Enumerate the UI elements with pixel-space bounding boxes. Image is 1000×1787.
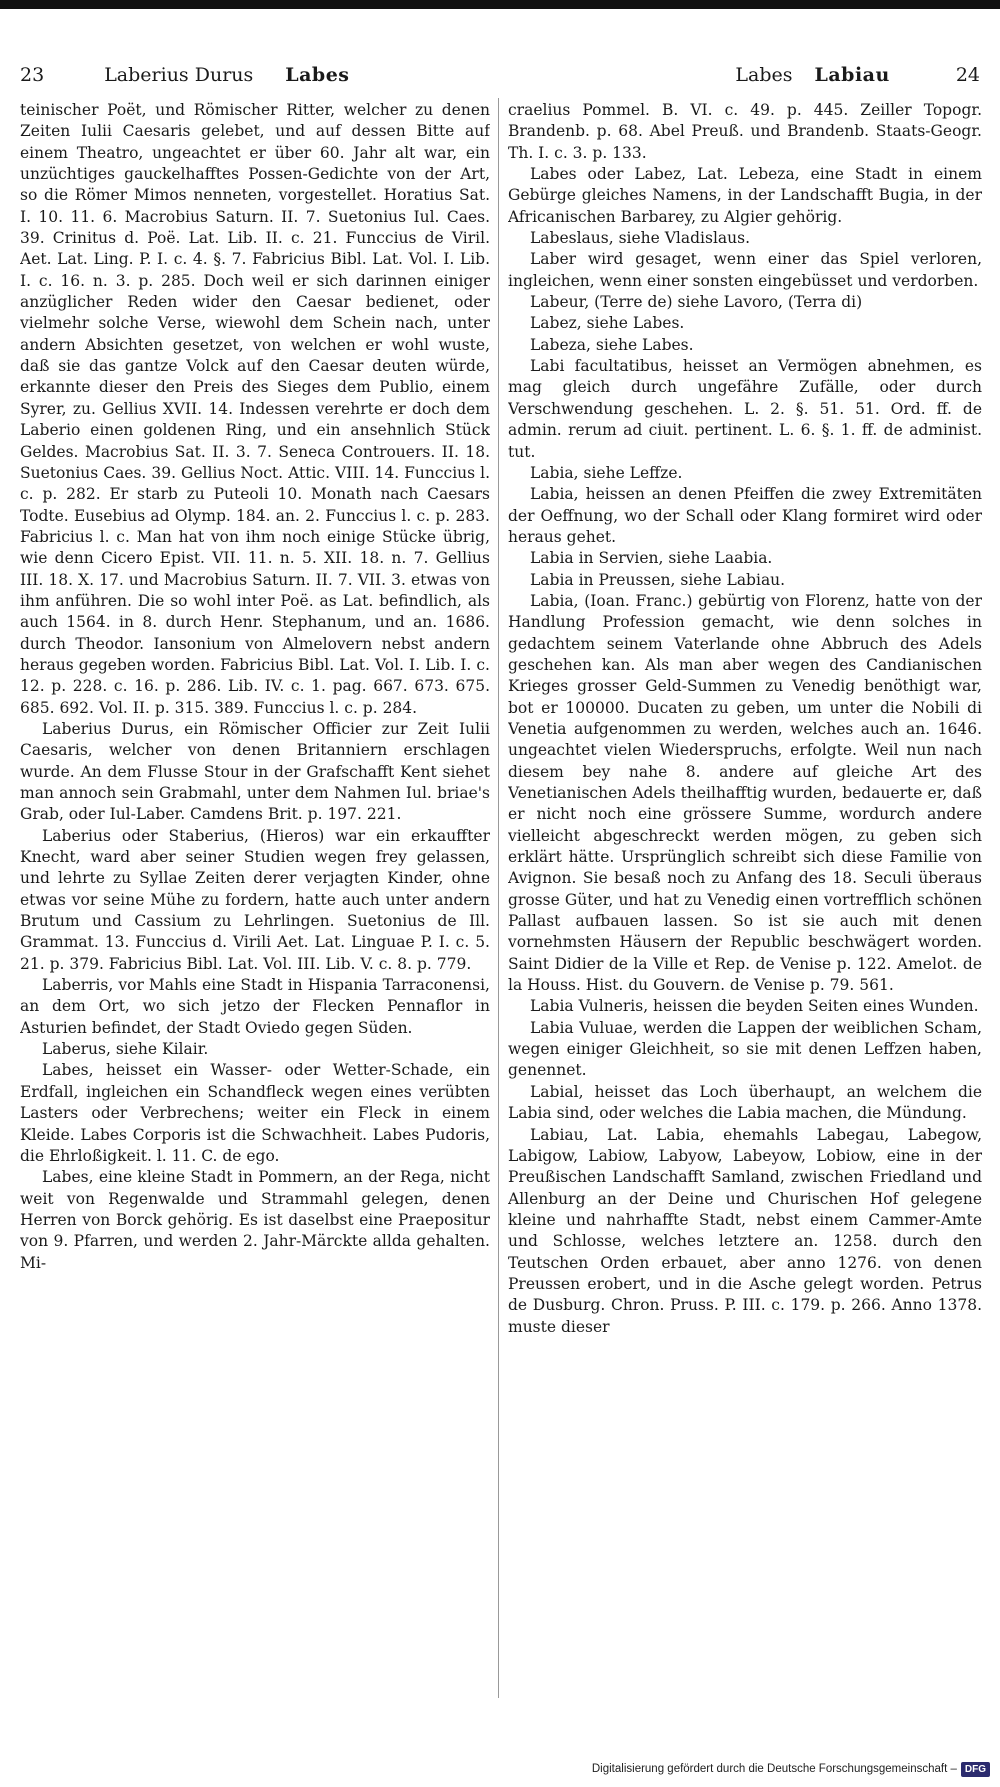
entry-labia-ioan-franc: Labia, (Ioan. Franc.) gebürtig von Florenz, hatte von der Handlung Profession gemacht, wie denn solches in gedachtem seinem Vaterlande ohne Abbruch des Adels geschehen kan. Als man aber wegen des Candianischen Krieges grosser Geld-Summen zu Venedig benöthigt war, bot er 100000. Ducaten zu geben, um unter die Nobili di Venetia aufgenommen zu werden, welches auch an. 1646. ungeachtet vielen Wiederspruchs, erfolgte. Weil nun nach diesem bey nahe 8. andere auf gleiche Art des Venetianischen Adels theilhafftig wurden, bedauerte er, daß er nicht noch eine grössere Summe, wordurch andere vielleicht abgeschreckt werden mögen, zu geben sich erklärt hätte. Ursprünglich schreibt sich diese Familie von Avignon. Sie besaß noch zu Anfang des 18. Seculi überaus grosse Güter, und hat zu Venedig einen vortrefflich schönen Pallast aufbauen lassen. So ist sie auch mit denen vornehmsten Häusern der Republic beschwägert worden. Saint Didier de la Ville et Rep. de Venise p. 122. Amelot. de la Houss. Hist. du Gouvern. de Venise p. 79. 561. bbox=[508, 591, 982, 995]
entry-laber: Laber wird gesaget, wenn einer das Spiel verloren, ingleichen, wenn einer sonsten eingebüsset und verdorben. bbox=[508, 250, 982, 290]
running-head-right: Labes bbox=[735, 64, 793, 86]
entry-labeslaus: Labeslaus, siehe Vladislaus. bbox=[530, 229, 751, 248]
header-right bbox=[510, 64, 980, 94]
entry-labia-servien: Labia in Servien, siehe Laabia. bbox=[530, 549, 773, 568]
column-divider bbox=[498, 98, 499, 1698]
keyword-left: Labes bbox=[285, 64, 350, 86]
entry-labia-pfeiffen: Labia, heissen an denen Pfeiffen die zwey Extremitäten der Oeffnung, wo der Schall oder Klang formiret wird oder heraus gehet. bbox=[508, 485, 982, 546]
entry-labia-vulneris: Labia Vulneris, heissen die beyden Seiten eines Wunden. bbox=[530, 997, 979, 1016]
entry-continuation: craelius Pommel. B. VI. c. 49. p. 445. Zeiller Topogr. Brandenb. p. 68. Abel Preuß. und Brandenb. Staats-Geogr. Th. I. c. 3. p. 133. bbox=[508, 101, 982, 162]
entry-labez: Labez, siehe Labes. bbox=[530, 314, 685, 333]
keyword-right: Labiau bbox=[814, 64, 890, 86]
entry-labia-vuluae: Labia Vuluae, werden die Lappen der weiblichen Scham, wegen einiger Gleichheit, so sie mit denen Leffzen haben, genennet. bbox=[508, 1018, 982, 1080]
entry-labiau: Labiau, Lat. Labia, ehemahls Labegau, Labegow, Labigow, Labiow, Labyow, Labeyow, Lobiow, eine in der Preußischen Landschafft Samland, zwischen Friedland und Allenburg an der Deine und Churischen Hof gelegene kleine und nahrhaffte Stadt, nebst einem Cammer-Amte und Schlosse, welches letztere an. 1258. durch den Teutschen Orden erbauet, aber anno 1276. von denen Preussen erobert, und in die Asche gelegt worden. Petrus de Dusburg. Chron. Pruss. P. III. c. 179. p. 266. Anno 1378. muste dieser bbox=[508, 1125, 982, 1336]
entry-labi-facultatibus: Labi facultatibus, heisset an Vermögen abnehmen, es mag gleich durch ungefähre Zufälle, oder durch Verschwendung geschehen. L. 2. §. 51. 51. Ord. ff. de admin. rerum ad ciuit. pertinent. L. 6. §. 1. ff. de administ. tut. bbox=[508, 357, 982, 461]
page-number-left: 23 bbox=[20, 64, 45, 86]
digitization-footer bbox=[570, 1758, 990, 1780]
entry-laberus: Laberus, siehe Kilair. bbox=[42, 1040, 209, 1059]
entry-laberius-staberius: Laberius oder Staberius, (Hieros) war ein erkauffter Knecht, ward aber seiner Studien wegen frey gelassen, und lehrte zu Syllae Zeiten derer verjagten Kinder, ohne etwas vor seine Mühe zu fordern, hatte auch unter andern Brutum und Cassium zu Lehrlingen. Suetonius de Ill. Grammat. 13. Funccius d. Virili Aet. Lat. Linguae P. I. c. 5. 21. p. 379. Fabricius Bibl. Lat. Vol. III. Lib. V. c. 8. p. 779. bbox=[20, 826, 490, 973]
running-head-left: Laberius Durus bbox=[104, 64, 254, 86]
entry-labial: Labial, heisset das Loch überhaupt, an welchem die Labia sind, oder welches die Labia machen, die Mündung. bbox=[508, 1082, 982, 1123]
entry-labia-preussen: Labia in Preussen, siehe Labiau. bbox=[530, 570, 786, 589]
footer-text: Digitalisierung gefördert durch die Deutsche Forschungsgemeinschaft – bbox=[591, 1763, 957, 1775]
entry-labia-leffze: Labia, siehe Leffze. bbox=[530, 463, 683, 482]
entry-labes-stadt: Labes, eine kleine Stadt in Pommern, an der Rega, nicht weit von Regenwalde und Strammahl gelegen, denen Herren von Borck gehörig. Es ist daselbst eine Praepositur von 9. Pfarren, und werden 2. Jahr-Märckte allda gehalten. Mi- bbox=[20, 1168, 490, 1272]
left-column bbox=[20, 100, 490, 1720]
dfg-logo: DFG bbox=[961, 1762, 990, 1777]
right-column bbox=[508, 100, 982, 1720]
entry-labeza: Labeza, siehe Labes. bbox=[530, 335, 694, 354]
top-rule bbox=[0, 0, 1000, 9]
entry-continuation: teinischer Poët, und Römischer Ritter, welcher zu denen Zeiten Iulii Caesaris gelebet, und auf dessen Bitte auf einem Theatro, ungeachtet er über 60. Jahr alt war, ein unzüchtiges gauckelhafftes Possen-Gedichte von der Art, so die Römer Mimos nenneten, vorgestellet. Horatius Sat. I. 10. 11. 6. Macrobius Saturn. II. 7. Suetonius Iul. Caes. 39. Crinitus d. Poë. Lat. Lib. II. c. 21. Funccius de Viril. Aet. Lat. Ling. P. I. c. 4. §. 7. Fabricius Bibl. Lat. Vol. I. Lib. I. c. 16. n. 3. p. 285. Doch weil er sich darinnen einiger anzüglicher Reden wider den Caesar bedienet, oder vielmehr solche Verse, wiewohl dem Schein nach, unter andern Absichten gesetzet, von welchen er wohl wuste, daß sie das gantze Volck auf den Caesar deuten würde, erkannte dieser den Preis des Sieges dem Publio, einem Syrer, zu. Gellius XVII. 14. Indessen verehrte er doch dem Laberio einen goldenen Ring, und ein ansehnlich Stück Geldes. Macrobius Sat. II. 3. 7. Seneca Controuers. II. 18. Suetonius Caes. 39. Gellius Noct. Attic. VIII. 14. Funccius l. c. p. 282. Er starb zu Puteoli 10. Monath nach Caesars Todte. Eusebius ad Olymp. 184. an. 2. Funccius l. c. p. 283. Fabricius l. c. Man hat von ihm noch einige Stücke übrig, wie denn Cicero Epist. VII. 11. n. 5. XII. 18. n. 7. Gellius III. 18. X. 17. und Macrobius Saturn. II. 7. VII. 3. etwas von ihm anführen. Die so wohl inter Poë. as Lat. befindlich, als auch 1564. in 8. durch Henr. Stephanum, und an. 1686. durch Theodor. Iansonium von Almelovern nebst andern heraus gegeben worden. Fabricius Bibl. Lat. Vol. I. Lib. I. c. 12. p. 228. c. 16. p. 286. Lib. IV. c. 1. pag. 667. 673. 675. 685. 692. Vol. II. p. 315. 389. Funccius l. c. p. 284. bbox=[20, 101, 490, 717]
entry-laberris: Laberris, vor Mahls eine Stadt in Hispania Tarraconensi, an dem Ort, wo sich jetzo der Flecken Pennaflor in Asturien befindet, der Stadt Oviedo gegen Süden. bbox=[20, 976, 490, 1037]
entry-labeur: Labeur, (Terre de) siehe Lavoro, (Terra di) bbox=[530, 293, 863, 312]
entry-labes-labez: Labes oder Labez, Lat. Lebeza, eine Stadt in einem Gebürge gleiches Namens, in der Landschafft Bugia, in der Africanischen Barbarey, zu Algier gehörig. bbox=[508, 165, 982, 226]
page-number-right: 24 bbox=[955, 64, 980, 86]
entry-laberius-durus: Laberius Durus, ein Römischer Officier zur Zeit Iulii Caesaris, welcher von denen Britanniern erschlagen wurde. An dem Flusse Stour in der Grafschafft Kent siehet man annoch sein Grabmahl, unter dem Nahmen Iul. briae's Grab, oder Iul-Laber. Camdens Brit. p. 197. 221. bbox=[20, 719, 490, 824]
header-left bbox=[20, 64, 480, 94]
entry-labes-schade: Labes, heisset ein Wasser- oder Wetter-Schade, ein Erdfall, ingleichen ein Schandfleck wegen eines verübten Lasters oder Verbrechens; weiter ein Fleck in einem Kleide. Labes Corporis ist die Schwachheit. Labes Pudoris, die Ehrloßigkeit. l. 11. C. de ego. bbox=[20, 1061, 490, 1165]
